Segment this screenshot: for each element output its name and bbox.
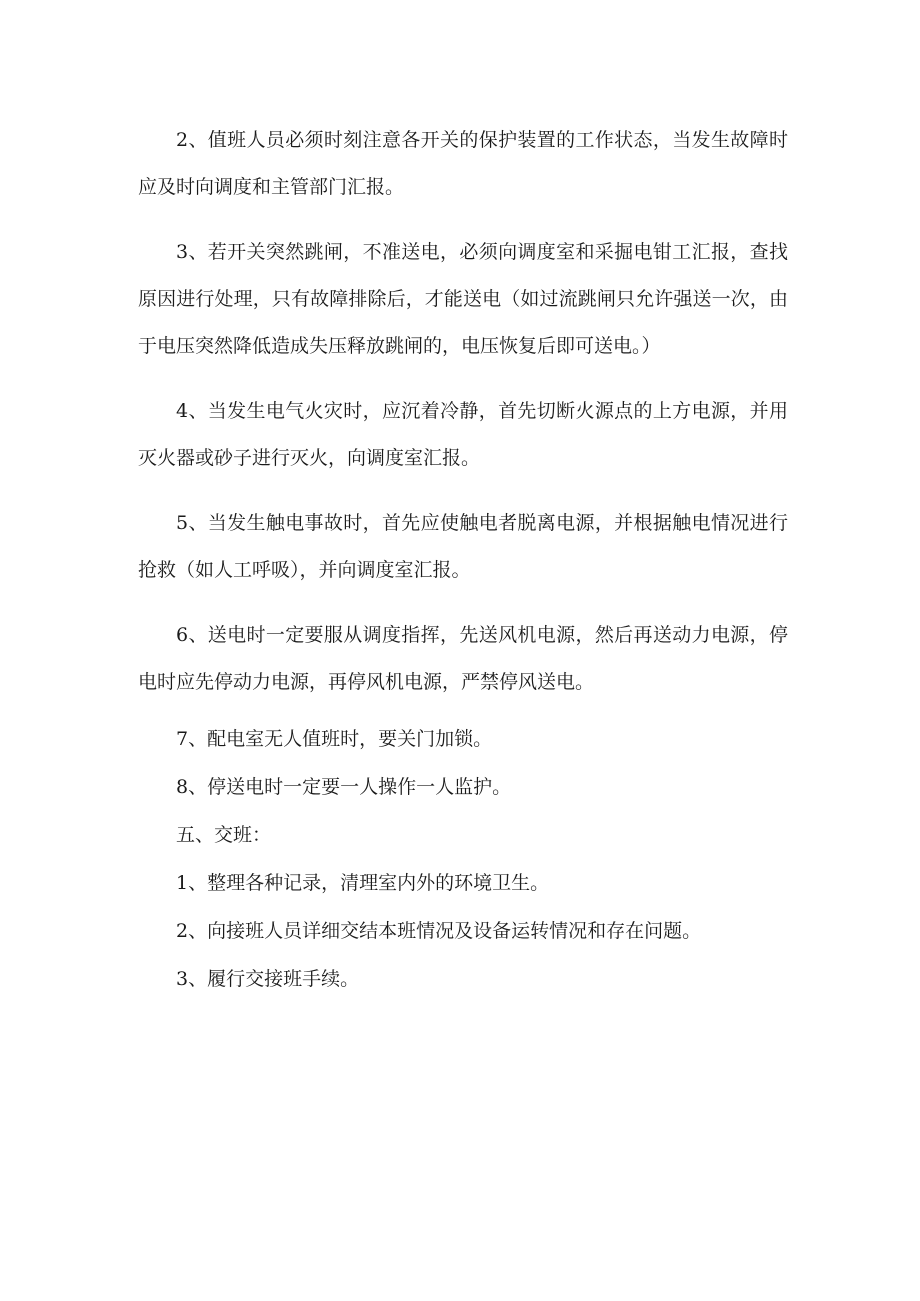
section-heading-shift-handover: 五、交班： [176, 824, 272, 846]
paragraph-duty-protection: 2、值班人员必须时刻注意各开关的保护装置的工作状态，当发生故障时应及时向调度和主管部门汇报。 [138, 129, 788, 198]
paragraph-electrical-fire: 4、当发生电气火灾时，应沉着冷静，首先切断火源点的上方电源，并用灭火器或砂子进行灭火，向调度室汇报。 [138, 400, 788, 469]
paragraph-supervision: 8、停送电时一定要一人操作一人监护。 [176, 776, 512, 798]
paragraph-lock-door: 7、配电室无人值班时，要关门加锁。 [176, 728, 493, 750]
paragraph-switch-trip: 3、若开关突然跳闸，不准送电，必须向调度室和采掘电钳工汇报，查找原因进行处理，只有故障排除后，才能送电（如过流跳闸只允许强送一次，由于电压突然降低造成失压释放跳闸的，电压恢复后即可送电。） [138, 241, 788, 357]
paragraph-handover-details: 2、向接班人员详细交结本班情况及设备运转情况和存在问题。 [176, 920, 702, 942]
paragraph-electric-shock: 5、当发生触电事故时，首先应使触电者脱离电源，并根据触电情况进行抢救（如人工呼吸），并向调度室汇报。 [138, 512, 788, 581]
paragraph-handover-procedure: 3、履行交接班手续。 [176, 968, 360, 990]
paragraph-records-cleaning: 1、整理各种记录，清理室内外的环境卫生。 [176, 872, 550, 894]
document-body [138, 117, 788, 1012]
paragraph-power-sequence: 6、送电时一定要服从调度指挥，先送风机电源，然后再送动力电源，停电时应先停动力电源，再停风机电源，严禁停风送电。 [138, 624, 788, 693]
